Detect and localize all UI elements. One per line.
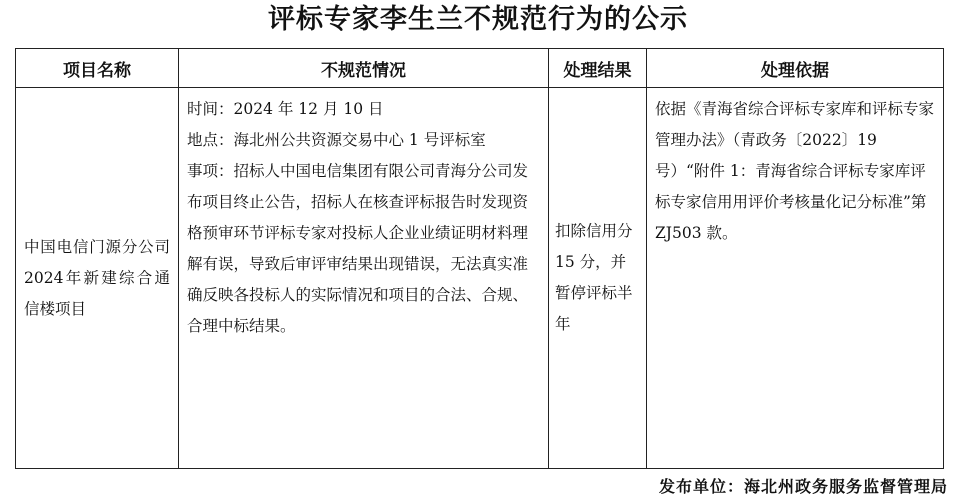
publisher-label: 发布单位：海北州政务服务监督管理局 — [658, 477, 948, 496]
detail-time: 时间：2024 年 12 月 10 日 — [187, 100, 384, 118]
cell-result: 扣除信用分 15 分，并暂停评标半年 — [549, 88, 647, 469]
notice-table — [15, 48, 944, 469]
cell-project-name: 中国电信门源分公司2024年新建综合通信楼项目 — [16, 88, 179, 469]
table-row — [16, 88, 944, 469]
header-project-name: 项目名称 — [16, 49, 179, 88]
table-header-row — [16, 49, 944, 88]
cell-irregularity — [179, 88, 549, 469]
detail-place: 地点：海北州公共资源交易中心 1 号评标室 — [187, 131, 486, 149]
cell-basis: 依据《青海省综合评标专家库和评标专家管理办法》（青政务〔2022〕19 号）“附件 1：青海省综合评标专家库评标专家信用用评价考核量化记分标准”第 ZJ503 款。 — [647, 88, 944, 469]
detail-matter: 事项：招标人中国电信集团有限公司青海分公司发布项目终止公告，招标人在核查评标报告时发现资格预审环节评标专家对投标人企业业绩证明材料理解有误，导致后审评审结果出现错误，无法真实准确反映各投标人的实际情况和项目的合法、合规、合理中标结果。 — [187, 162, 529, 335]
page-title: 评标专家李生兰不规范行为的公示 — [268, 4, 688, 35]
header-basis: 处理依据 — [647, 49, 944, 88]
header-result: 处理结果 — [549, 49, 647, 88]
header-irregularity: 不规范情况 — [179, 49, 549, 88]
